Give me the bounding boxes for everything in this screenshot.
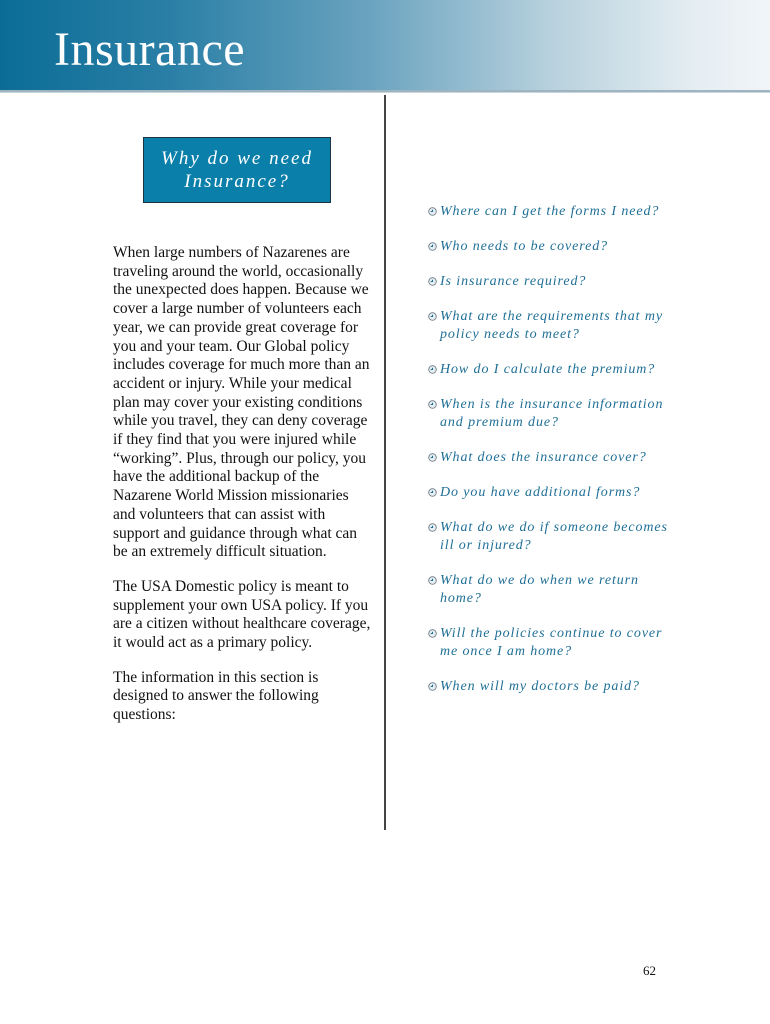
question-text: Who needs to be covered? — [440, 239, 609, 254]
question-link[interactable] — [430, 678, 670, 696]
circle-bullet-icon — [428, 682, 437, 691]
circle-bullet-icon — [428, 453, 437, 462]
circle-bullet-icon — [428, 523, 437, 532]
question-link[interactable] — [430, 519, 670, 555]
question-link[interactable] — [430, 273, 670, 291]
question-text: Will the policies continue to cover me once I am home? — [440, 626, 663, 659]
body-column — [113, 244, 371, 741]
question-text: When is the insurance information and premium due? — [440, 397, 664, 430]
question-text: Where can I get the forms I need? — [440, 204, 660, 219]
question-link[interactable] — [430, 625, 670, 661]
question-link[interactable] — [430, 484, 670, 502]
circle-bullet-icon — [428, 576, 437, 585]
body-paragraph: The information in this section is designed to answer the following questions: — [113, 668, 319, 724]
question-link[interactable] — [430, 396, 670, 432]
page-number: 62 — [643, 963, 656, 978]
question-link[interactable] — [430, 308, 670, 344]
circle-bullet-icon — [428, 488, 437, 497]
circle-bullet-icon — [428, 365, 437, 374]
question-link[interactable] — [430, 238, 670, 256]
question-text: When will my doctors be paid? — [440, 679, 640, 694]
callout-text: Why do we need Insurance? — [161, 148, 313, 192]
question-link[interactable] — [430, 203, 670, 221]
callout-box — [143, 137, 331, 203]
question-list — [430, 203, 670, 713]
body-paragraph: The USA Domestic policy is meant to supplement your own USA policy. If you are a citizen without healthcare coverage, it would act as a primary policy. — [113, 577, 371, 652]
question-link[interactable] — [430, 449, 670, 467]
circle-bullet-icon — [428, 207, 437, 216]
page-title: Insurance — [54, 23, 246, 76]
question-text: Is insurance required? — [440, 274, 587, 289]
column-divider — [384, 95, 386, 830]
question-text: What do we do if someone becomes ill or injured? — [440, 520, 668, 553]
question-text: What are the requirements that my policy needs to meet? — [440, 309, 663, 342]
body-paragraph: When large numbers of Nazarenes are traveling around the world, occasionally the unexpected does happen. Because we cover a large number of volunteers each year, we can provide great coverage for you and your team. Our Global policy includes coverage for much more than an accident or injury. While your medical plan may cover your existing conditions while you travel, they can deny coverage if they find that you were injured while “working”. Plus, through our policy, you have the additional backup of the Nazarene World Mission missionaries and volunteers that can assist with support and guidance through what can be an extremely difficult situation. — [113, 244, 370, 561]
question-text: What do we do when we return home? — [440, 573, 639, 606]
question-link[interactable] — [430, 361, 670, 379]
circle-bullet-icon — [428, 312, 437, 321]
circle-bullet-icon — [428, 629, 437, 638]
header-band — [0, 0, 770, 93]
circle-bullet-icon — [428, 400, 437, 409]
question-link[interactable] — [430, 572, 670, 608]
question-text: How do I calculate the premium? — [440, 362, 656, 377]
circle-bullet-icon — [428, 277, 437, 286]
question-text: What does the insurance cover? — [440, 450, 647, 465]
question-text: Do you have additional forms? — [440, 485, 641, 500]
circle-bullet-icon — [428, 242, 437, 251]
